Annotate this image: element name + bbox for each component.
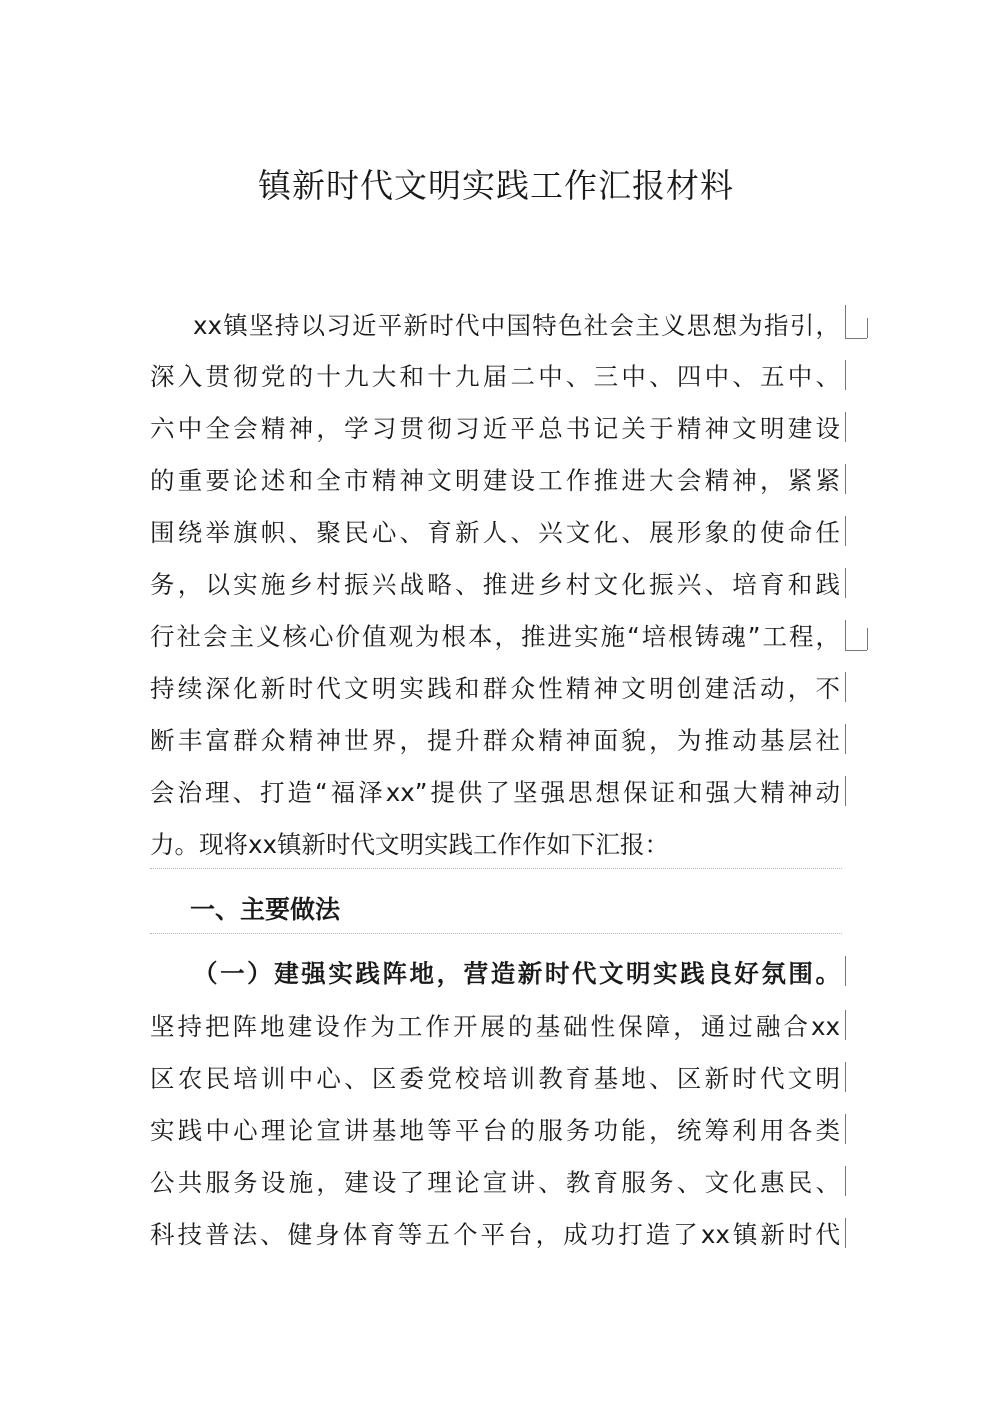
margin-mark: [845, 1218, 846, 1248]
margin-mark: [845, 338, 867, 339]
margin-mark: [845, 672, 846, 702]
paragraph-line: 行社会主义核心价值观为根本，推进实施“培根铸魂”工程，: [150, 622, 840, 651]
paragraph-line: 坚持把阵地建设作为工作开展的基础性保障，通过融合xx: [150, 1012, 840, 1041]
margin-mark: [845, 568, 846, 598]
paragraph-line: 持续深化新时代文明实践和群众性精神文明创建活动，不: [150, 674, 840, 703]
subheading: （一）建强实践阵地，营造新时代文明实践良好氛围。: [193, 959, 840, 988]
page-divider: [150, 933, 842, 934]
margin-mark: [845, 776, 846, 806]
margin-mark: [845, 516, 846, 546]
margin-mark: [867, 628, 868, 650]
margin-mark: [845, 1166, 846, 1196]
paragraph-line: 断丰富群众精神世界，提升群众精神面貌，为推动基层社: [150, 726, 840, 755]
margin-mark: [867, 318, 868, 338]
paragraph-line: 深入贯彻党的十九大和十九届二中、三中、四中、五中、: [150, 362, 840, 391]
margin-mark: [845, 305, 846, 339]
margin-mark: [845, 1062, 846, 1092]
margin-mark: [845, 1010, 846, 1040]
paragraph-line: 区农民培训中心、区委党校培训教育基地、区新时代文明: [150, 1064, 840, 1093]
margin-mark: [845, 1114, 846, 1144]
margin-mark: [845, 360, 846, 390]
paragraph-line: 的重要论述和全市精神文明建设工作推进大会精神，紧紧: [150, 466, 840, 495]
page-divider: [150, 868, 842, 869]
margin-mark: [845, 724, 846, 754]
paragraph-line: 务，以实施乡村振兴战略、推进乡村文化振兴、培育和践: [150, 570, 840, 599]
paragraph-line: 围绕举旗帜、聚民心、育新人、兴文化、展形象的使命任: [150, 518, 840, 547]
paragraph-line: 公共服务设施，建设了理论宣讲、教育服务、文化惠民、: [150, 1168, 840, 1197]
margin-mark: [845, 650, 867, 651]
paragraph-line: 科技普法、健身体育等五个平台，成功打造了xx镇新时代: [150, 1220, 840, 1249]
document-title: 镇新时代文明实践工作汇报材料: [258, 166, 734, 205]
paragraph-line: 六中全会精神，学习贯彻习近平总书记关于精神文明建设: [150, 414, 840, 443]
margin-mark: [845, 464, 846, 494]
paragraph-line: 力。现将xx镇新时代文明实践工作作如下汇报：: [150, 830, 669, 859]
paragraph-line: 会治理、打造“福泽xx”提供了坚强思想保证和强大精神动: [150, 778, 840, 807]
margin-mark: [845, 620, 846, 650]
paragraph-line: 实践中心理论宣讲基地等平台的服务功能，统筹利用各类: [150, 1116, 840, 1145]
margin-mark: [845, 412, 846, 442]
paragraph-line: xx镇坚持以习近平新时代中国特色社会主义思想为指引，: [193, 311, 840, 340]
section-heading: 一、主要做法: [190, 895, 341, 924]
margin-mark: [845, 956, 846, 986]
